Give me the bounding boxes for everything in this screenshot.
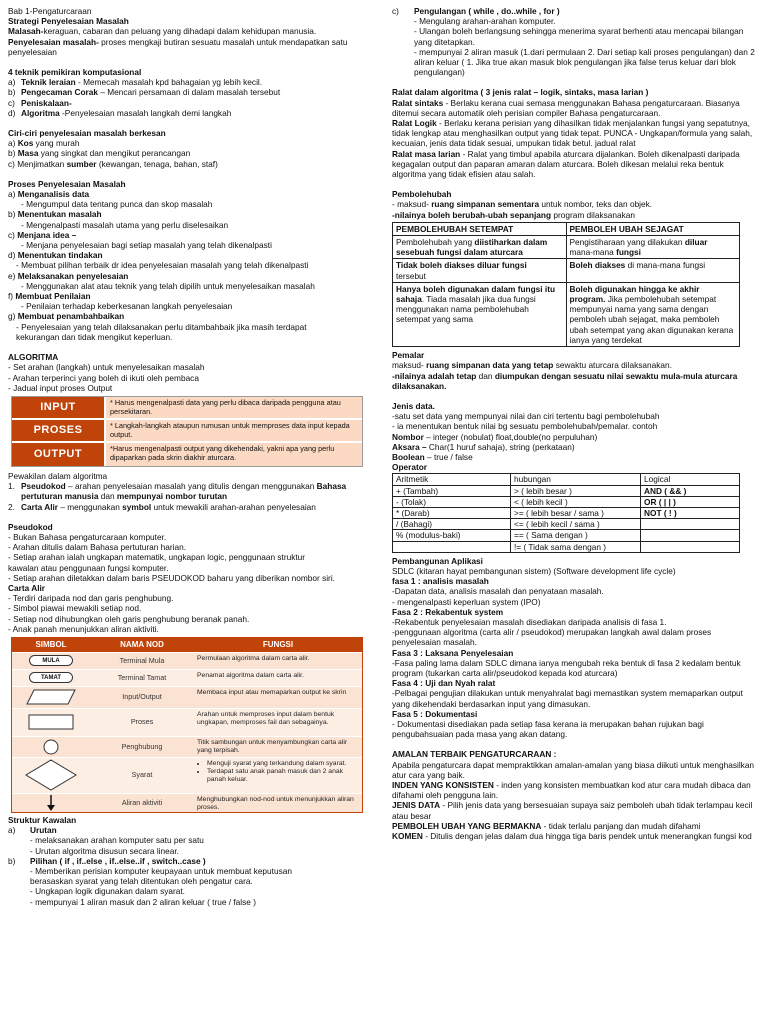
list-item: - Setiap arahan diletakkan dalam baris PSEUDOKOD baharu yang diberikan nombor siri. — [8, 572, 335, 583]
table-row: * (Darab) >= ( lebih besar / sama ) NOT ( ! ) — [393, 507, 740, 518]
list-item: -penggunaan algoritma (carta alir / pseudokod) merupakan langkah awal dalam proses penyelesaian masalah. — [392, 627, 712, 648]
symbol-table-header: SIMBOL NAMA NOD FUNGSI — [12, 638, 362, 652]
terminal-end-symbol: TAMAT — [12, 670, 90, 686]
heading-teknik: 4 teknik pemikiran komputasional — [8, 67, 142, 78]
table-row: TAMAT Terminal Tamat Penamat algoritma dalam carta alir. — [12, 669, 362, 686]
list-item: -Rekabentuk penyelesaian masalah disediakan daripada analisis di fasa 1. — [392, 616, 667, 627]
heading-jenis-data: Jenis data. — [392, 400, 435, 411]
list-item: PEMBOLEH UBAH YANG BERMAKNA - tidak terlalu panjang dan mudah difahami — [392, 820, 701, 831]
table-row: Penghubung Titik sambungan untuk menyambungkan carta alir yang terpisah. — [12, 736, 362, 757]
ipo-text: *Harus mengenalpasti output yang dikehendaki, yakni apa yang perlu dipaparkan pada skrin diakhir aturcara. — [104, 443, 362, 466]
table-row: Proses Arahan untuk memproses input dalam bentuk ungkapan, memproses fail dan sebagainya. — [12, 708, 362, 736]
heading-operator: Operator — [392, 462, 428, 473]
proses-list — [8, 189, 370, 342]
list-item-desc: - Menggunakan alat atau teknik yang telah dipilih untuk menyelesaikan masalah — [21, 280, 315, 291]
heading-fasa-4: Fasa 4 : Uji dan Nyah ralat — [392, 678, 496, 689]
rectangle-icon — [12, 709, 90, 736]
list-item-desc: - Penyelesaian yang telah dilaksanakan perlu ditambahbaik jika masih terdapat kekurangan dan tidak mengikut keperluan. — [16, 321, 307, 342]
heading-fasa-3: Fasa 3 : Laksana Penyelesaian — [392, 647, 514, 658]
list-item: - Anak panah menunjukkan aliran aktiviti. — [8, 623, 159, 634]
ipo-text: * Harus mengenalpasti data yang perlu dibaca daripada pengguna atau persekitaran. — [104, 397, 362, 418]
ipo-row — [12, 397, 362, 420]
heading-pembolehubah: Pembolehubah — [392, 189, 452, 200]
list-item: - Arahan terperinci yang boleh di ikuti oleh pembaca — [8, 372, 199, 383]
pembolehubah-table — [392, 222, 740, 347]
table-row: Pembolehubah yang diistiharkan dalam sesebuah fungsi dalam aturcara Pengistiharaan yang dilakukan diluar mana-mana fungsi — [393, 236, 740, 259]
table-row: + (Tambah) > ( lebih besar ) AND ( && ) — [393, 485, 740, 496]
list-item: f) Membuat Penilaian — [8, 291, 91, 302]
heading-struktur: Struktur Kawalan — [8, 814, 77, 825]
list-item: b) Pengecaman Corak – Mencari persamaan di dalam masalah tersebut — [8, 87, 281, 98]
table-row: % (modulus-baki) == ( Sama dengan ) — [393, 530, 740, 541]
list-item: -Fasa paling lama dalam SDLC dimana ianya mengubah reka bentuk di fasa 2 kedalam bentuk program (tukarkan carta alir/pseudokod kepada kod aturcara) — [392, 657, 741, 678]
list-item: g) Membuat penambahbaikan — [8, 311, 125, 322]
table-row: - (Tolak) < ( lebih kecil ) OR ( | | ) — [393, 496, 740, 507]
heading-pemalar: Pemalar — [392, 350, 425, 361]
list-item: e) Melaksanakan penyelesaian — [8, 270, 129, 281]
table-header-row: PEMBOLEHUBAH SETEMPAT PEMBOLEH UBAH SEJAGAT — [393, 222, 740, 235]
pewakilan-heading: Pewakilan dalam algoritma — [8, 470, 108, 481]
table-row: / (Bahagi) <= ( lebih kecil / sama ) — [393, 519, 740, 530]
heading-fasa-1: fasa 1 : analisis masalah — [392, 576, 489, 587]
list-item: - Setiap nod dihubungkan oleh garis penghubung beranak panah. — [8, 613, 250, 624]
list-item-desc: - Membuat pilihan terbaik dr idea penyelesaian masalah yang telah dikenalpasti — [16, 260, 309, 271]
list-item: c) Menjimatkan sumber (kewangan, tenaga, bahan, staf) — [8, 158, 218, 169]
list-item: Ralat Logik - Berlaku kerana perisian yang dihasilkan tidak menjalankan fungsi yang sepatutnya, tidak lengkap atau menghasilkan output yang tidak tepat. PUNCA - Ungkapan/formula yang salah, kecuaian, jenis data tidak sesuai, umpukan tidak betul. jadual ralat — [392, 118, 753, 149]
sdlc-text: SDLC (kitaran hayat pembangunan sistem) (Software development life cycle) — [392, 565, 676, 576]
list-item: - Simbol piawai mewakili setiap nod. — [8, 603, 142, 614]
heading-proses: Proses Penyelesaian Masalah — [8, 178, 126, 189]
list-item-desc: - Ulangan boleh berlangsung sehingga menerima syarat berhenti atau mencapai bilangan yang ditetapkan. — [414, 26, 744, 47]
ipo-text: * Langkah-langkah ataupun rumusan untuk memproses data input kepada output. — [104, 420, 362, 441]
list-item-desc: - melaksanakan arahan komputer satu per satu — [30, 835, 204, 846]
list-item: 1. Pseudokod – arahan penyelesaian masalah yang ditulis dengan menggunakan Bahasa pertuturan manusia dan mempunyai nombor turutan — [8, 481, 347, 502]
parallelogram-icon — [12, 687, 90, 708]
ipo-table — [11, 396, 363, 467]
list-item: -satu set data yang mempunyai nilai dan ciri tertentu bagi pembolehubah — [392, 411, 660, 422]
heading-amalan: AMALAN TERBAIK PENGATURCARAAN : — [392, 749, 557, 760]
list-item: KOMEN - Ditulis dengan jelas dalam dua hingga tiga baris pendek untuk menerangkan fungsi kod — [392, 831, 752, 842]
list-item-desc: - mempunyai 2 aliran masuk (1.dari permulaan 2. Dari setiap kali proses pengulangan) dan 2 aliran keluar ( 1. Jika true akan masuk blok pengulangan jika false terus keluar dari blok pengulangan) — [414, 46, 755, 78]
heading-algoritma: ALGORITMA — [8, 352, 59, 363]
list-item: - ia menentukan bentuk nilai bg sesuatu pembolehubah/pemalar. contoh — [392, 421, 658, 432]
list-item: INDEN YANG KONSISTEN - inden yang konsisten membuatkan kod atur cara mudah dibaca dan difahami oleh pengguna lain. — [392, 780, 751, 801]
list-item-desc: - Penilaian terhadap keberkesanan langkah penyelesaian — [21, 301, 233, 312]
list-item: -nilainya boleh berubah-ubah sepanjang program dilaksanakan — [392, 209, 635, 220]
heading-ralat: Ralat dalam algoritma ( 3 jenis ralat – logik, sintaks, masa larian ) — [392, 87, 649, 98]
def-masalah: Malasah-keraguan, cabaran dan peluang yang dihadapi dalam kehidupan manusia. — [8, 26, 317, 37]
list-item: - Terdiri daripada nod dan garis penghubung. — [8, 593, 174, 604]
ipo-label: INPUT — [12, 397, 104, 418]
table-row: Tidak boleh diakses diluar fungsi tersebut Boleh diakses di mana-mana fungsi — [393, 259, 740, 282]
list-item: d) Algoritma -Penyelesaian masalah langkah demi langkah — [8, 107, 232, 118]
list-item-desc: - Mengulang arahan-arahan komputer. — [414, 16, 556, 27]
heading-fasa-5: Fasa 5 : Dokumentasi — [392, 708, 478, 719]
list-item: a) Kos yang murah — [8, 138, 80, 149]
list-item-desc: - Ungkapan logik digunakan dalam syarat. — [30, 886, 185, 897]
heading-strategi: Strategi Penyelesaian Masalah — [8, 16, 129, 27]
list-item: - Setiap arahan ialah ungkapan matematik, ungkapan logic, penggunaan struktur kawalan atau penggunaan fungsi komputer. — [8, 552, 306, 573]
heading-fasa-2: Fasa 2 : Rekabentuk system — [392, 606, 504, 617]
list-item-desc: - Mengenalpasti masalah utama yang perlu diselesaikan — [21, 219, 229, 230]
list-item: - Dokumentasi disediakan pada setiap fasa kerana ia merupakan bahan rujukan bagi pengubahsuaian pada masa yang akan datang. — [392, 719, 704, 740]
list-item-desc: - Mengumpul data tentang punca dan skop masalah — [21, 199, 213, 210]
list-item-desc: - mempunyai 1 aliran masuk dan 2 aliran keluar ( true / false ) — [30, 896, 256, 907]
table-row: MULA Terminal Mula Permulaan algoritma dalam carta alir. — [12, 652, 362, 669]
list-item: a) Urutan — [8, 825, 57, 836]
operator-table — [392, 473, 740, 552]
arrow-down-icon — [12, 794, 90, 812]
heading-ciri: Ciri-ciri penyelesaian masalah berkesan — [8, 128, 166, 139]
list-item: c) Pengulangan ( while , do..while , for ) — [392, 6, 560, 16]
list-item-desc: - Memberikan perisian komputer keupayaan untuk membuat keputusan — [30, 865, 292, 876]
list-item: a) Teknik leraian - Memecah masalah kpd bahagaian yg lebih kecil. — [8, 77, 263, 88]
list-item: maksud- ruang simpanan data yang tetap sewaktu aturcara dilaksanakan. — [392, 360, 672, 371]
list-item: - Bukan Bahasa pengaturcaraan komputer. — [8, 531, 167, 542]
heading-carta-alir: Carta Alir — [8, 582, 46, 593]
table-row: != ( Tidak sama dengan ) — [393, 541, 740, 552]
list-item: -nilainya adalah tetap dan diumpukan dengan sesuatu nilai sewaktu mula-mula aturcara dilaksanakan. — [392, 370, 738, 391]
diamond-icon — [12, 758, 90, 793]
list-item: d) Menentukan tindakan — [8, 250, 103, 261]
table-row: Aliran aktiviti Menghubungkan nod-nod untuk menunjukkan aliran proses. — [12, 793, 362, 812]
list-item: 2. Carta Alir – menggunakan symbol untuk mewakili arahan-arahan penyelesaian — [8, 501, 316, 512]
list-item: - maksud- ruang simpanan sementara untuk nombor, teks dan objek. — [392, 199, 653, 210]
list-item: c) Menjana idea – — [8, 229, 77, 240]
list-item: - mengenalpasti keperluan system (IPO) — [392, 596, 541, 607]
ipo-label: PROSES — [12, 420, 104, 441]
list-item: b) Pilihan ( if , if..else , if..else..if , switch..case ) — [8, 855, 206, 866]
list-item: JENIS DATA - Pilih jenis data yang bersesuaian supaya saiz pemboleh ubah tidak terlampau kecil atau besar — [392, 800, 753, 821]
list-item: -Pelbagai pengujian dilakukan untuk menyahralat bagi memastikan system memaparkan output yang dikehendaki berdasarkan input yang dimasukan. — [392, 688, 743, 709]
circle-icon — [12, 737, 90, 757]
list-item: a) Menganalisis data — [8, 189, 90, 200]
list-item: Nombor – integer (nobulat) float,double(no perpuluhan) — [392, 431, 598, 442]
chapter-title: Bab 1-Pengaturcaraan — [8, 6, 92, 16]
heading-pseudokod: Pseudokod — [8, 521, 53, 532]
symbol-table — [11, 637, 363, 813]
table-row: Syarat • Menguji syarat yang terkandung dalam syarat. • Terdapat satu anak panah masuk dan 2 anak panah keluar. — [12, 757, 362, 793]
list-item: Ralat masa larian - Ralat yang timbul apabila aturcara dijalankan. Boleh dikenalpasti daripada kegagalan output dan paparan amaran dalam aturcara. Boleh dikesan melalui reka bentuk algoritma yang tidak efisien atau salah. — [392, 148, 740, 180]
list-item: - Set arahan (langkah) untuk menyelesaikan masalah — [8, 362, 205, 373]
list-item: Boolean – true / false — [392, 451, 473, 462]
list-item-desc: - Menjana penyelesaian bagi setiap masalah yang telah dikenalpasti — [21, 240, 272, 251]
list-item-desc: berasaskan syarat yang telah ditentukan oleh pengatur cara. — [30, 876, 253, 887]
ipo-label: OUTPUT — [12, 443, 104, 466]
teknik-list — [8, 77, 370, 118]
list-item: b) Menentukan masalah — [8, 209, 102, 220]
heading-pembangunan: Pembangunan Aplikasi — [392, 555, 483, 566]
left-column — [8, 6, 370, 907]
list-item: Aksara – Char(1 huruf sahaja), string (perkataan) — [392, 441, 575, 452]
def-penyelesaian: Penyelesaian masalah- proses mengkaji butiran sesuatu masalah untuk mendapatkan satu penyelesaian — [8, 36, 348, 57]
table-header-row: Aritmetik hubungan Logical — [393, 474, 740, 485]
list-item: c) Peniskalaan- — [8, 97, 72, 108]
list-item: b) Masa yang singkat dan mengikut perancangan — [8, 148, 191, 159]
right-column — [392, 6, 760, 841]
list-item: Ralat sintaks - Berlaku kerana cuai semasa menggunakan Bahasa pengaturcaraan. Biasanya ditemui secara automatik oleh perisian compiler Bahasa pengaturcaraan. — [392, 97, 740, 118]
table-row: Input/Output Membaca input atau memaparkan output ke skrin — [12, 686, 362, 708]
amalan-intro: Apabila pengaturcara dapat mempraktikkan amalan-amalan yang biasa diikuti untuk menghasilkan atur cara yang baik. — [392, 759, 755, 780]
list-item: - Arahan ditulis dalam Bahasa pertuturan harian. — [8, 542, 187, 553]
terminal-start-symbol: MULA — [12, 653, 90, 669]
table-row: Hanya boleh digunakan dalam fungsi itu sahaja. Tiada masalah jika dua fungsi menggunakan nama pembolehubah setempat yang sama Boleh digunakan hingga ke akhir program. Jika pembolehubah setempat mempunyai nama yang sama dengan pemboleh ubah sejagat, maka pemboleh ubah setempat yang akan digunakan kerana ianya yang terdekat — [393, 282, 740, 346]
list-item: - Jadual input proses Output — [8, 382, 113, 393]
list-item-desc: - Urutan algoritma disusun secara linear. — [30, 845, 179, 856]
ipo-row — [12, 443, 362, 466]
ipo-row — [12, 420, 362, 443]
list-item: -Dapatan data, analisis masalah dan penyataan masalah. — [392, 586, 604, 597]
